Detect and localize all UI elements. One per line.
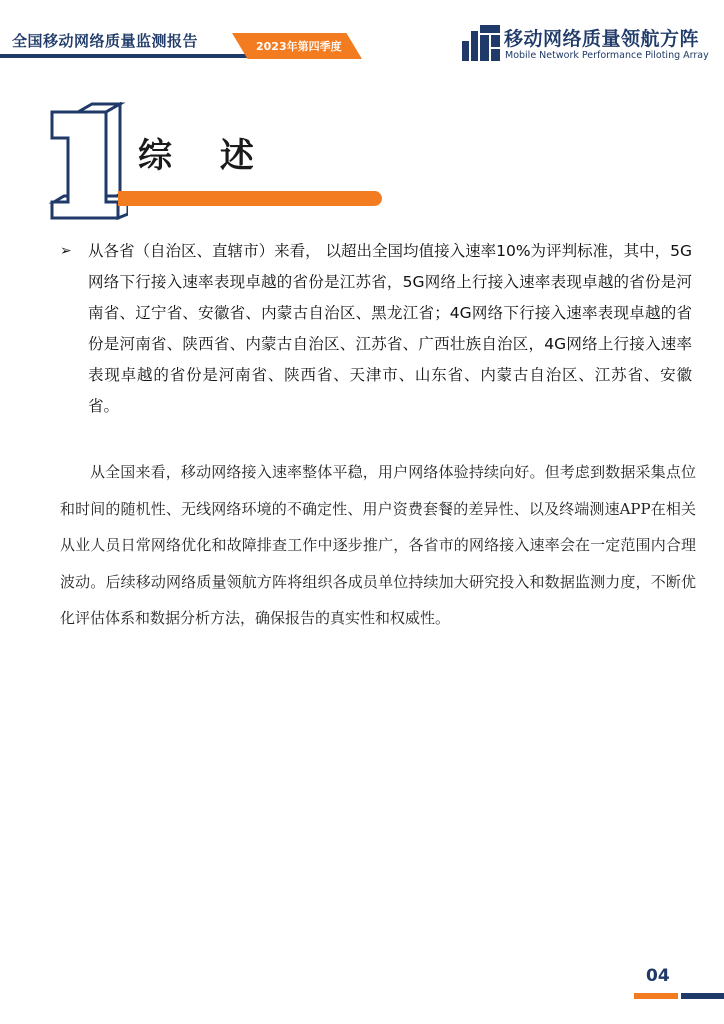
period-label: 2023年第四季度: [256, 40, 342, 53]
footer-bar-navy: [681, 993, 724, 999]
page-number: 04: [646, 966, 670, 986]
chapter-title: 综 述: [138, 136, 272, 176]
header-underline: [0, 54, 262, 58]
org-name-cn: 移动网络质量领航方阵: [504, 28, 700, 50]
bullet-arrow-icon: ➢: [60, 243, 72, 259]
building-block-logo-icon: [462, 25, 500, 61]
report-title: 全国移动网络质量监测报告: [12, 32, 199, 50]
footer-bars: [634, 993, 724, 999]
footer-bar-orange: [634, 993, 678, 999]
chapter-title-bar: [118, 191, 382, 206]
org-name-en: Mobile Network Performance Piloting Array: [505, 50, 709, 61]
summary-bullet-paragraph: 从各省（自治区、直辖市）来看， 以超出全国均值接入速率10%为评判标准，其中，5G网络下行接入速率表现卓越的省份是江苏省，5G网络上行接入速率表现卓越的省份是河南省、辽宁省、安徽省、内蒙古自治区、黑龙江省；4G网络下行接入速率表现卓越的省份是河南省、陕西省、内蒙古自治区、江苏省、广西壮族自治区，4G网络上行接入速率表现卓越的省份是河南省、陕西省、天津市、山东省、内蒙古自治区、江苏省、安徽省。: [88, 242, 692, 415]
summary-body-paragraph: 从全国来看，移动网络接入速率整体平稳，用户网络体验持续向好。但考虑到数据采集点位和时间的随机性、无线网络环境的不确定性、用户资费套餐的差异性、以及终端测速APP在相关从业人员日常网络优化和故障排查工作中逐步推广，各省市的网络接入速率会在一定范围内合理波动。后续移动网络质量领航方阵将组织各成员单位持续加大研究投入和数据监测力度，不断优化评估体系和数据分析方法，确保报告的真实性和权威性。: [60, 463, 696, 627]
outlined-numeral-one-icon: [48, 102, 128, 220]
